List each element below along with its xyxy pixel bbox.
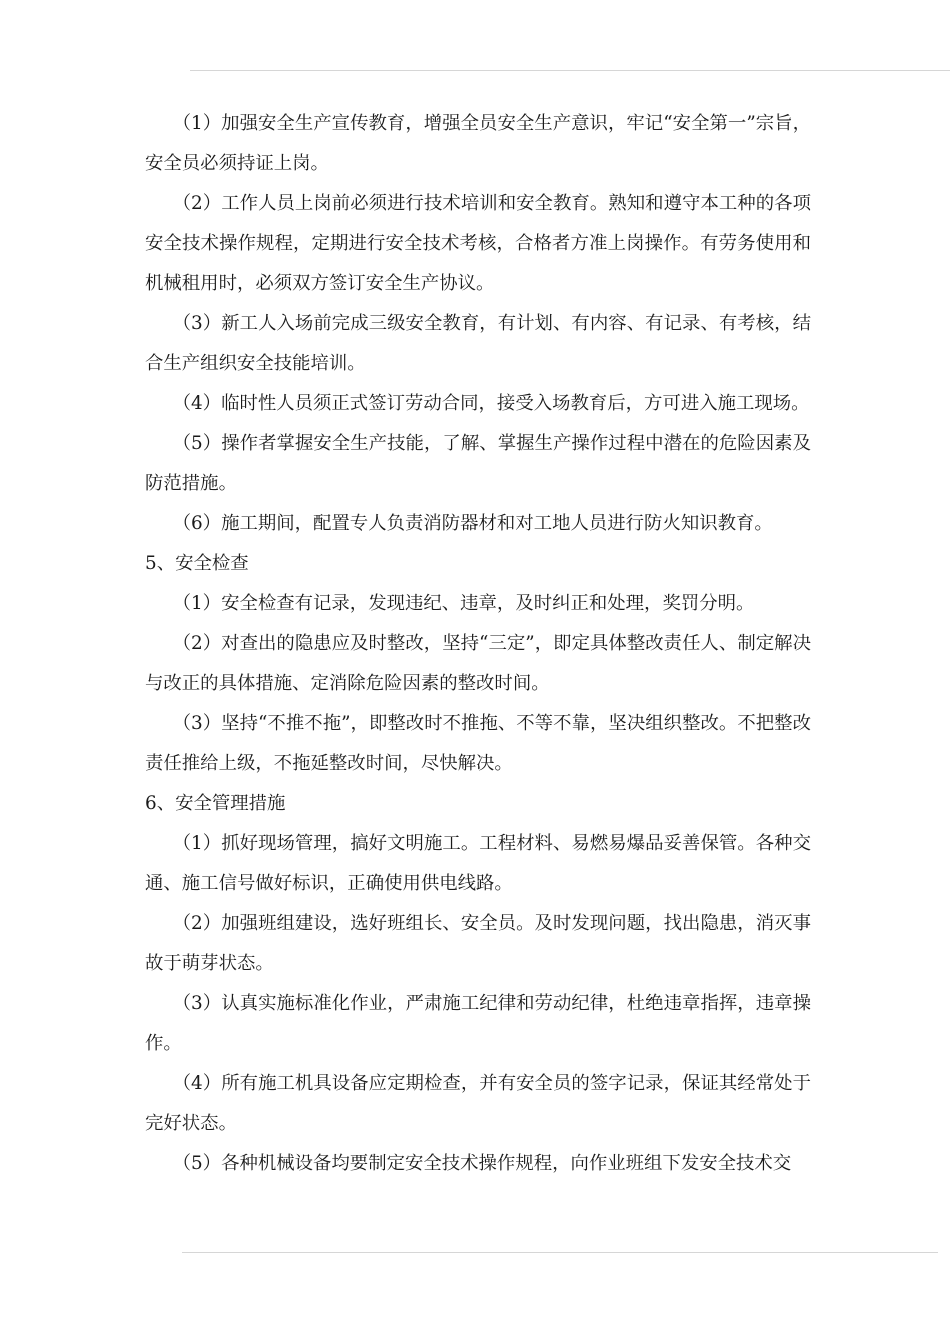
paragraph-item: （5）各种机械设备均要制定安全技术操作规程，向作业班组下发安全技术交 <box>172 1153 792 1174</box>
paragraph-item: （2）工作人员上岗前必须进行技术培训和安全教育。熟知和遵守本工种的各项安全技术操作规程，定期进行安全技术考核，合格者方准上岗操作。有劳务使用和机械租用时，必须双方签订安全生产协议。 <box>145 193 811 294</box>
paragraph-item: （4）所有施工机具设备应定期检查，并有安全员的签字记录，保证其经常处于完好状态。 <box>145 1073 811 1134</box>
paragraph-item: （3）新工人入场前完成三级安全教育，有计划、有内容、有记录、有考核，结合生产组织安全技能培训。 <box>145 313 811 374</box>
paragraph-item: （1）安全检查有记录，发现违纪、违章，及时纠正和处理，奖罚分明。 <box>172 593 755 614</box>
section-heading: 5、安全检查 <box>145 553 249 574</box>
paragraph-item: （5）操作者掌握安全生产技能，了解、掌握生产操作过程中潜在的危险因素及防范措施。 <box>145 433 811 494</box>
paragraph-item: （3）认真实施标准化作业，严肃施工纪律和劳动纪律，杜绝违章指挥，违章操作。 <box>145 993 811 1054</box>
paragraph-item: （2）对查出的隐患应及时整改，坚持“三定”，即定具体整改责任人、制定解决与改正的具体措施、定消除危险因素的整改时间。 <box>145 633 811 694</box>
paragraph-item: （1）抓好现场管理，搞好文明施工。工程材料、易燃易爆品妥善保管。各种交通、施工信号做好标识，正确使用供电线路。 <box>145 833 811 894</box>
footer-divider <box>182 1252 938 1253</box>
header-divider <box>190 70 950 71</box>
paragraph-item: （1）加强安全生产宣传教育，增强全员安全生产意识，牢记“安全第一”宗旨，安全员必须持证上岗。 <box>145 113 811 174</box>
paragraph-item: （6）施工期间，配置专人负责消防器材和对工地人员进行防火知识教育。 <box>172 513 773 534</box>
document-body <box>145 104 811 1184</box>
paragraph-item: （4）临时性人员须正式签订劳动合同，接受入场教育后，方可进入施工现场。 <box>172 393 810 414</box>
paragraph-item: （3）坚持“不推不拖”，即整改时不推拖、不等不靠，坚决组织整改。不把整改责任推给上级，不拖延整改时间，尽快解决。 <box>145 713 811 774</box>
paragraph-item: （2）加强班组建设，选好班组长、安全员。及时发现问题，找出隐患，消灭事故于萌芽状态。 <box>145 913 811 974</box>
section-heading: 6、安全管理措施 <box>145 793 286 814</box>
